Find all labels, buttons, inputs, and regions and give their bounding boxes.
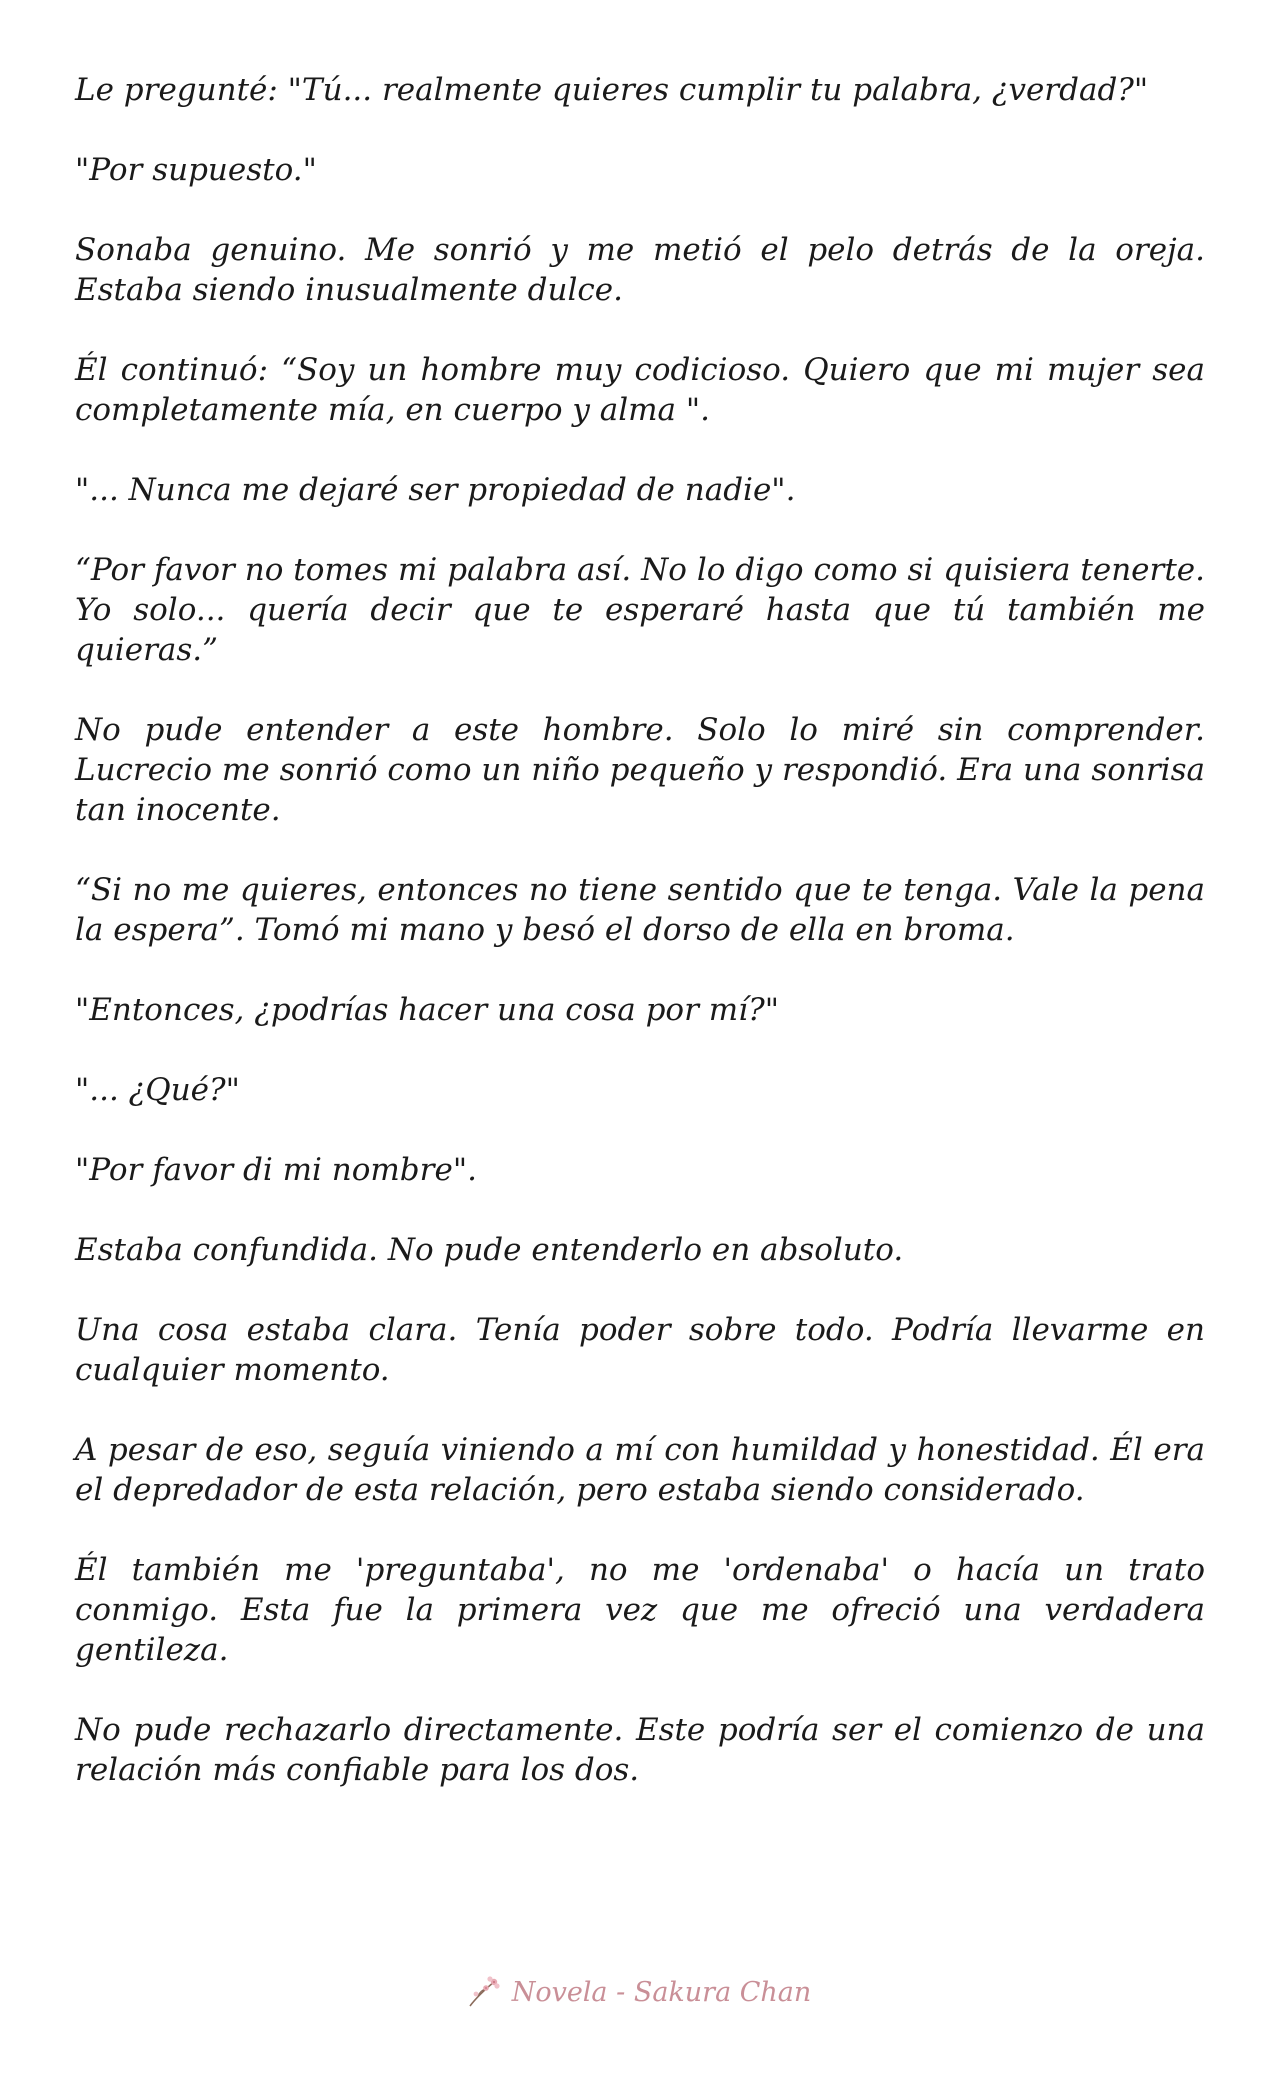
paragraph-4: Él continuó: “Soy un hombre muy codicioso. Quiero que mi mujer sea completamente mía, en cuerpo y alma ".: [75, 352, 1205, 428]
paragraph-10: "... ¿Qué?": [75, 1072, 240, 1108]
paragraph-13: Una cosa estaba clara. Tenía poder sobre todo. Podría llevarme en cualquier momento.: [75, 1312, 1205, 1388]
paragraph-7: No pude entender a este hombre. Solo lo miré sin comprender. Lucrecio me sonrió como un niño pequeño y respondió. Era una sonrisa tan inocente.: [75, 712, 1205, 828]
paragraph-1: Le pregunté: "Tú... realmente quieres cumplir tu palabra, ¿verdad?": [75, 72, 1149, 108]
paragraph-16: No pude rechazarlo directamente. Este podría ser el comienzo de una relación más confiable para los dos.: [75, 1712, 1205, 1788]
paragraph-3: Sonaba genuino. Me sonrió y me metió el pelo detrás de la oreja. Estaba siendo inusualmente dulce.: [75, 232, 1205, 308]
paragraph-12: Estaba confundida. No pude entenderlo en absoluto.: [75, 1232, 904, 1268]
paragraph-8: “Si no me quieres, entonces no tiene sentido que te tenga. Vale la pena la espera”. Tomó mi mano y besó el dorso de ella en broma.: [75, 872, 1205, 948]
paragraph-11: "Por favor di mi nombre".: [75, 1152, 477, 1188]
footer-watermark: [0, 1968, 1275, 2016]
paragraph-6: “Por favor no tomes mi palabra así. No lo digo como si quisiera tenerte. Yo solo... quería decir que te esperaré hasta que tú también me quieras.”: [75, 552, 1205, 668]
paragraph-2: "Por supuesto.": [75, 152, 317, 188]
paragraph-9: "Entonces, ¿podrías hacer una cosa por mí?": [75, 992, 779, 1028]
document-body: [75, 70, 1205, 1830]
footer-text: Novela - Sakura Chan: [511, 1976, 812, 2008]
paragraph-5: "... Nunca me dejaré ser propiedad de nadie".: [75, 472, 796, 508]
paragraph-15: Él también me 'preguntaba', no me 'ordenaba' o hacía un trato conmigo. Esta fue la primera vez que me ofreció una verdadera gentileza.: [75, 1552, 1205, 1668]
sakura-flower-icon: [464, 1972, 504, 2012]
paragraph-14: A pesar de eso, seguía viniendo a mí con humildad y honestidad. Él era el depredador de esta relación, pero estaba siendo considerado.: [75, 1432, 1205, 1508]
